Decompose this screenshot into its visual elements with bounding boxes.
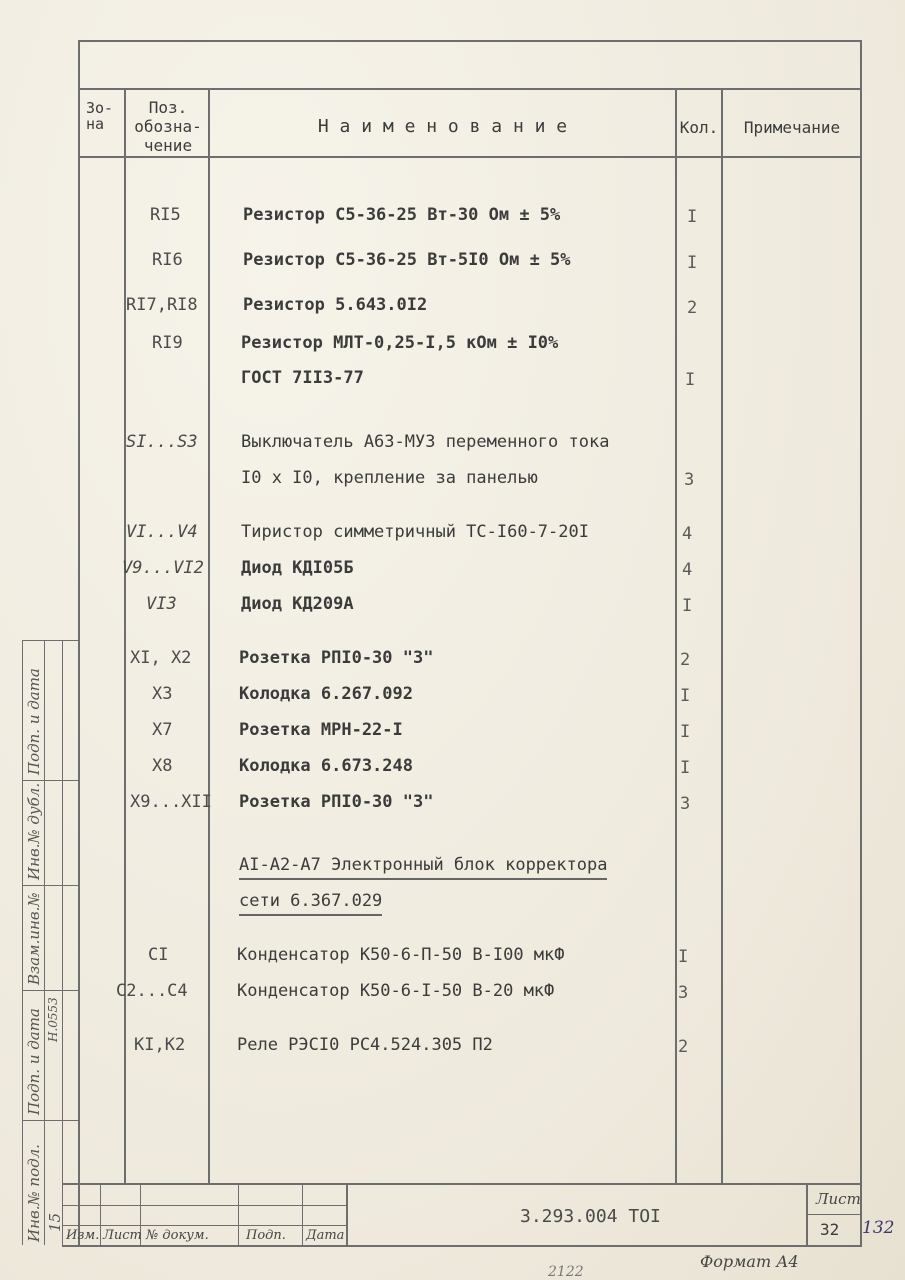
stamp-label-list: Лист [103,1228,142,1243]
stamp-label-sign: Подп. [246,1228,286,1243]
row-qty: 3 [680,794,691,814]
sidebar-line [22,640,23,1245]
row-name: Резистор С5-36-25 Вт-30 Ом ± 5% [243,205,561,225]
row-code: X9...XII [130,792,212,812]
col-pos-divider [208,88,210,1183]
frame-right [860,40,862,1245]
row-name: I0 х I0, крепление за панелью [241,468,538,488]
sidebar-line [44,640,45,1245]
row-code: RI6 [152,250,183,270]
header-bottom-line [78,156,862,158]
sidebar-line [22,885,78,886]
row-qty: I [687,207,698,227]
row-code: V9...VI2 [122,558,204,578]
stamp-label-doc: № докум. [146,1228,209,1243]
row-name: Конденсатор К50-6-П-50 В-I00 мкФ [237,945,565,965]
table-top-line [78,88,862,90]
sheet-label: Лист [816,1190,861,1208]
sidebar-sign-date-2: Подп. и дата [25,668,43,775]
row-name: Диод КД209А [241,594,354,614]
row-name: ГОСТ 7II3-77 [241,368,364,388]
section-subtitle: сети 6.367.029 [239,891,382,911]
col-name-divider [675,88,677,1183]
stamp-col-line [346,1183,348,1245]
row-name: Конденсатор К50-6-I-50 В-20 мкФ [237,981,555,1001]
row-name: Выключатель А63-МУЗ переменного тока [241,432,610,452]
row-qty: 3 [678,983,689,1003]
row-qty: 3 [684,470,695,490]
sidebar-replace-inv: Взам.инв.№ [25,892,43,985]
sidebar-inv-number: 15 [46,1212,64,1232]
row-qty: I [680,758,691,778]
stamp-row-line [62,1205,347,1206]
row-code: X7 [152,720,173,740]
row-name: Колодка 6.267.092 [239,684,413,704]
sidebar-inv-dup: Инв.№ дубл. [25,782,43,880]
row-code: VI3 [146,594,177,614]
sidebar-inv-note: Н.0553 [46,997,60,1042]
row-qty: 2 [687,298,698,318]
row-name: Реле РЭСI0 РС4.524.305 П2 [237,1035,493,1055]
row-qty: I [678,947,689,967]
stamp-col-line [806,1214,862,1215]
bottom-mark: 2122 [548,1264,584,1280]
row-code: VI...V4 [126,522,198,542]
sidebar-line [22,640,78,641]
row-code: KI,K2 [134,1035,186,1055]
format-label: Формат А4 [700,1252,799,1271]
row-name: Розетка РПI0-30 "З" [239,648,434,668]
row-code: X8 [152,756,173,776]
frame-top [78,40,862,42]
row-qty: I [682,596,693,616]
sidebar-line [22,990,78,991]
row-name: Резистор С5-36-25 Вт-5I0 Ом ± 5% [243,250,571,270]
row-qty: I [687,253,698,273]
row-name: Резистор 5.643.0I2 [243,295,428,315]
header-zone: Зо-на [86,99,114,133]
stamp-col-line [238,1183,239,1245]
row-qty: I [680,686,691,706]
header-name: Н а и м е н о в а н и е [317,116,568,137]
sidebar-line [22,1120,78,1121]
row-name: Розетка МРН-22-I [239,720,403,740]
header-note: Примечание [743,118,841,137]
col-qty-divider [721,88,723,1183]
stamp-label-date: Дата [306,1228,345,1243]
header-position: Поз. обозна- чение [134,98,202,155]
stamp-col-line [100,1183,101,1245]
header-qty: Кол. [679,118,719,137]
row-code: X3 [152,684,173,704]
frame-left [78,40,80,1245]
document-number: 3.293.004 ТОI [520,1206,661,1227]
row-name: Резистор МЛТ-0,25-I,5 кОм ± I0% [241,333,559,353]
row-qty: 4 [682,560,693,580]
handwritten-page-number: 132 [862,1218,895,1238]
stamp-label-izm: Изм. [66,1228,100,1243]
row-code: C2...C4 [116,981,188,1001]
row-name: Розетка РПI0-30 "З" [239,792,434,812]
section-title: АI-А2-А7 Электронный блок корректора [239,855,607,875]
stamp-row-line [62,1225,347,1226]
stamp-top-line [62,1183,862,1185]
row-code: XI, X2 [130,648,192,668]
sidebar-sign-date-1: Подп. и дата [25,1008,43,1115]
sidebar-line [22,780,78,781]
row-qty: I [685,370,696,390]
row-name: Диод КДI05Б [241,558,354,578]
row-qty: 2 [680,650,691,670]
row-code: RI5 [150,205,181,225]
sheet-number: 32 [820,1220,840,1239]
col-zone-divider [124,88,126,1183]
row-qty: I [680,722,691,742]
row-name: Тиристор симметричный ТС-I60-7-20I [241,522,589,542]
row-code: SI...S3 [126,432,198,452]
row-qty: 4 [682,524,693,544]
row-code: RI7,RI8 [126,295,198,315]
stamp-col-line [302,1183,303,1245]
row-code: RI9 [152,333,183,353]
row-qty: 2 [678,1037,689,1057]
row-code: CI [148,945,169,965]
stamp-bottom-line [62,1245,862,1247]
row-name: Колодка 6.673.248 [239,756,413,776]
sidebar-inv-orig: Инв.№ подл. [25,1144,43,1242]
sidebar-line [62,640,63,1245]
